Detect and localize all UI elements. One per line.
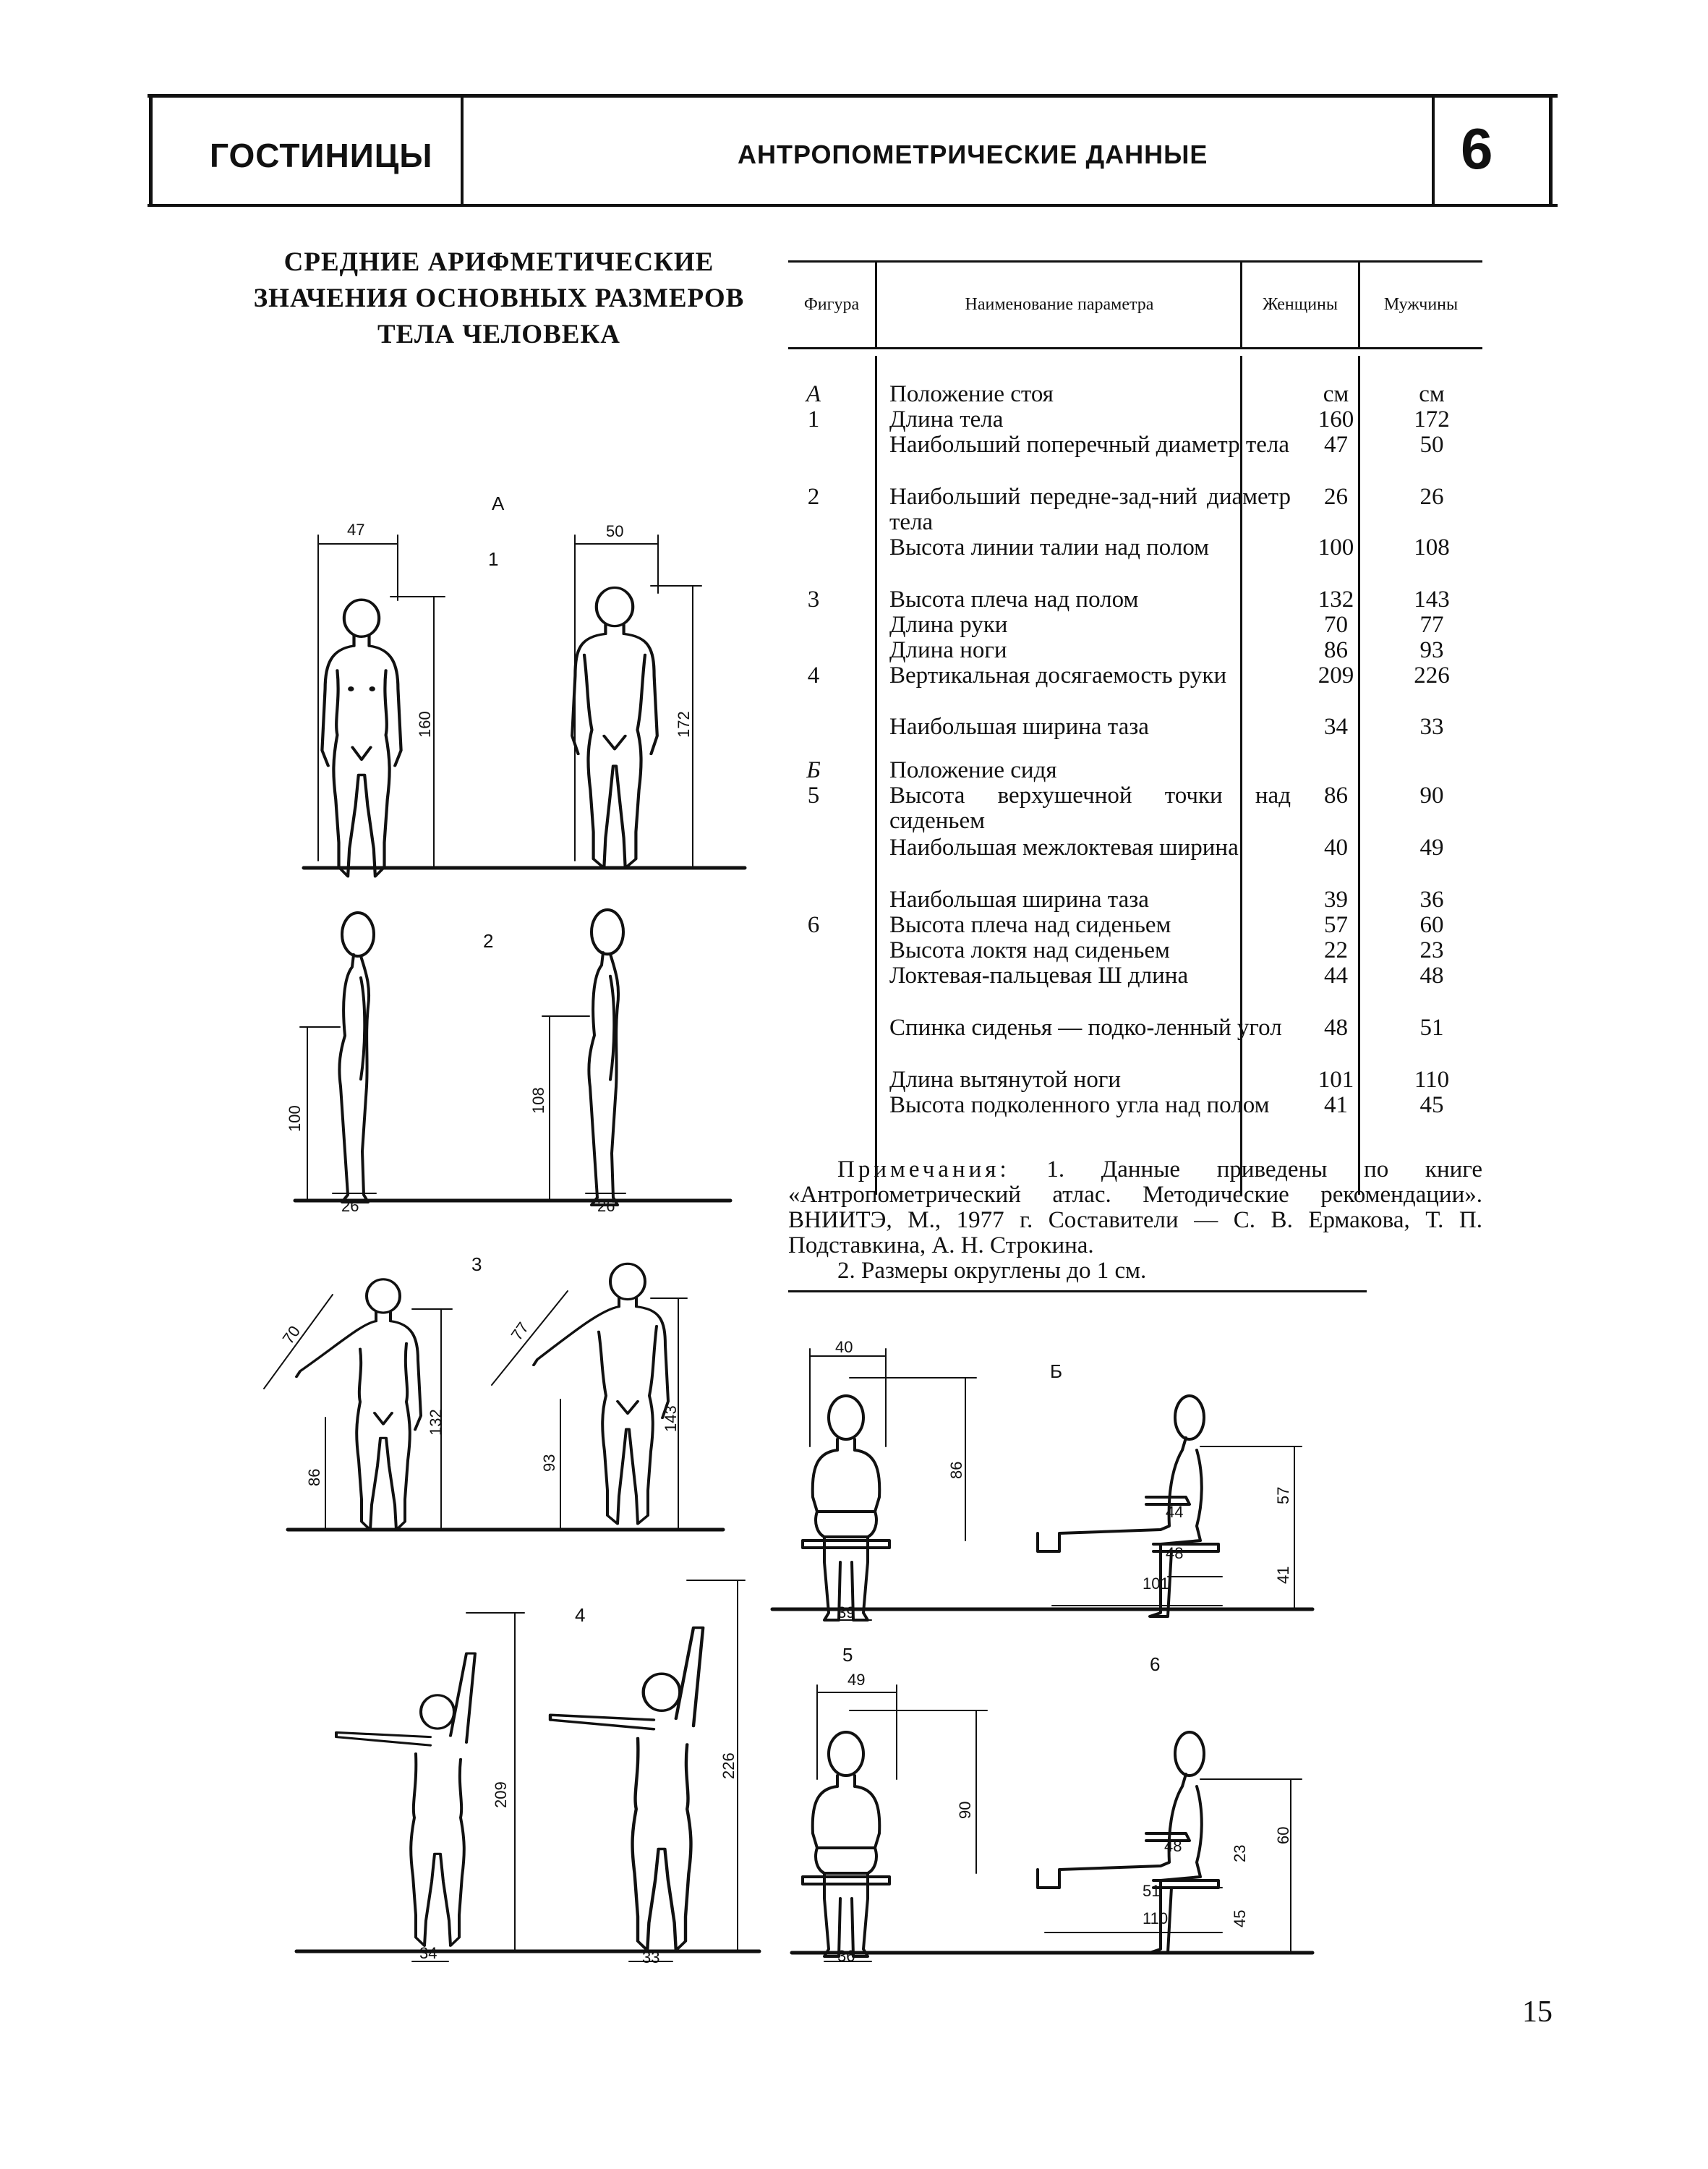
dim-f3-w-shoulder: 132 (427, 1409, 445, 1436)
cell-women: 86 (1324, 783, 1348, 809)
cell-women: 47 (1324, 432, 1348, 458)
cell-figure: 3 (807, 587, 820, 613)
dim-f4-m-pelvis: 33 (642, 1948, 660, 1966)
section-number: 6 (1461, 116, 1493, 181)
cell-men: 60 (1419, 912, 1444, 938)
dim-f1-w-height: 160 (416, 711, 434, 738)
dim-b-w-back: 48 (1166, 1544, 1184, 1562)
cell-women: 40 (1324, 835, 1348, 861)
dim-f2-w-waist: 100 (286, 1105, 304, 1132)
cell-women: 100 (1318, 534, 1354, 561)
cell-women: 39 (1324, 887, 1348, 913)
dim-f3-m-leg: 93 (540, 1454, 558, 1472)
label-fig-4: 4 (575, 1604, 586, 1626)
table-header-women: Женщины (1262, 295, 1338, 314)
cell-women: 41 (1324, 1092, 1348, 1118)
page-number: 15 (1522, 1995, 1553, 2029)
label-fig-6: 6 (1150, 1653, 1161, 1675)
cell-parameter: Спинка сиденья — подко-ленный угол (889, 1015, 1282, 1041)
cell-women: см (1323, 381, 1349, 407)
cell-parameter: Локтевая-пальцевая Ш длина (889, 963, 1189, 989)
dim-f1-w-width: 47 (347, 521, 365, 539)
dim-f4-m-reach: 226 (720, 1752, 738, 1779)
cell-men: 77 (1419, 612, 1444, 638)
cell-figure: А (806, 381, 821, 407)
label-fig-5: 5 (842, 1644, 853, 1666)
dim-b-m-forearm: 51 (1143, 1882, 1161, 1900)
label-group-a: А (492, 493, 505, 514)
cell-women: 22 (1324, 937, 1348, 963)
cell-women: 34 (1324, 714, 1348, 740)
label-fig-1: 1 (488, 548, 499, 570)
table-header-parameter: Наименование параметра (965, 295, 1154, 314)
dim-f3-m-shoulder: 143 (662, 1405, 680, 1432)
cell-parameter: Наибольшая ширина таза (889, 887, 1149, 913)
cell-men: см (1419, 381, 1445, 407)
dim-f2-m-waist: 108 (529, 1087, 547, 1114)
dim-f1-m-height: 172 (675, 711, 693, 738)
note-1-text: 1. Данные приведены по книге «Антропометрический атлас. Методические рекомендации». ВНИИТЭ, М., 1977 г. Составители — С. В. Ермакова, Т. П. Подставкина, А. Н. Строкина. (788, 1156, 1483, 1258)
dim-b-w-shoulder: 57 (1274, 1486, 1292, 1504)
label-group-b: Б (1050, 1360, 1063, 1382)
cell-men: 26 (1419, 484, 1444, 510)
dim-b-w-knee: 41 (1274, 1566, 1292, 1584)
cell-men: 50 (1419, 432, 1444, 458)
cell-women: 101 (1318, 1067, 1354, 1093)
dim-b-m-knee: 45 (1231, 1909, 1249, 1927)
cell-parameter: Высота локтя над сиденьем (889, 937, 1170, 963)
cell-men: 49 (1419, 835, 1444, 861)
cell-parameter: Положение стоя (889, 381, 1054, 407)
dim-b-w-leg: 101 (1143, 1574, 1169, 1593)
cell-figure: 6 (807, 912, 820, 938)
dim-b-w-elbow: 40 (835, 1338, 853, 1356)
dim-f3-w-arm: 70 (278, 1322, 304, 1347)
cell-men: 108 (1414, 534, 1450, 561)
dim-b-m-back: 48 (1164, 1837, 1182, 1855)
dim-f2-w-depth: 26 (341, 1197, 359, 1215)
dim-b-w-pelvis: 39 (837, 1603, 855, 1622)
note-2: 2. Размеры округлены до 1 см. (837, 1258, 1147, 1284)
cell-figure: 1 (807, 406, 820, 432)
cell-parameter: Наибольший передне-зад-ний диаметр тела (889, 484, 1291, 535)
cell-parameter: Длина ноги (889, 637, 1007, 663)
cell-men: 51 (1419, 1015, 1444, 1041)
dim-b-m-leg: 110 (1143, 1909, 1169, 1927)
table-header-men: Мужчины (1383, 295, 1459, 314)
dim-b-m-shoulder: 60 (1274, 1826, 1292, 1844)
dim-f3-m-arm: 77 (507, 1318, 533, 1344)
cell-parameter: Высота плеча над сиденьем (889, 912, 1171, 938)
dim-b-m-elbow: 49 (847, 1671, 866, 1689)
heading-line-2: ЗНАЧЕНИЯ ОСНОВНЫХ РАЗМЕРОВ (253, 284, 745, 313)
cell-figure: 4 (807, 662, 820, 689)
cell-men: 45 (1419, 1092, 1444, 1118)
cell-figure: 2 (807, 484, 820, 510)
cell-men: 110 (1414, 1067, 1450, 1093)
cell-women: 44 (1324, 963, 1348, 989)
dim-b-w-head: 86 (947, 1461, 965, 1479)
cell-women: 70 (1324, 612, 1348, 638)
label-fig-2: 2 (483, 930, 494, 952)
cell-women: 209 (1318, 662, 1354, 689)
section-title: АНТРОПОМЕТРИЧЕСКИЕ ДАННЫЕ (738, 140, 1208, 169)
cell-parameter: Положение сидя (889, 757, 1057, 783)
section-label: ГОСТИНИЦЫ (210, 137, 433, 174)
cell-parameter: Наибольший поперечный диаметр тела (889, 432, 1290, 458)
dim-f3-w-leg: 86 (305, 1468, 323, 1486)
cell-parameter: Наибольшая межлоктевая ширина (889, 835, 1239, 861)
dim-b-m-pelvis: 36 (837, 1947, 855, 1965)
cell-men: 90 (1419, 783, 1444, 809)
label-fig-3: 3 (471, 1253, 482, 1275)
cell-women: 57 (1324, 912, 1348, 938)
cell-women: 86 (1324, 637, 1348, 663)
cell-men: 36 (1419, 887, 1444, 913)
dim-f4-w-pelvis: 34 (419, 1944, 437, 1962)
cell-parameter: Высота подколенного угла над полом (889, 1092, 1270, 1118)
cell-parameter: Длина тела (889, 406, 1004, 432)
cell-parameter: Высота плеча над полом (889, 587, 1139, 613)
cell-men: 172 (1414, 406, 1450, 432)
cell-parameter: Длина вытянутой ноги (889, 1067, 1122, 1093)
cell-men: 226 (1414, 662, 1450, 689)
cell-parameter: Наибольшая ширина таза (889, 714, 1149, 740)
cell-figure: Б (806, 757, 821, 783)
dim-f1-m-width: 50 (606, 522, 624, 540)
table-header-figure: Фигура (803, 295, 860, 314)
notes-label: Примечания: (837, 1156, 1010, 1182)
cell-women: 160 (1318, 406, 1354, 432)
cell-parameter: Высота верхушечной точки над сиденьем (889, 783, 1291, 834)
dim-b-m-head: 90 (956, 1801, 974, 1819)
dim-f4-w-reach: 209 (492, 1781, 510, 1808)
cell-men: 33 (1419, 714, 1444, 740)
cell-men: 48 (1419, 963, 1444, 989)
cell-women: 132 (1318, 587, 1354, 613)
heading-line-3: ТЕЛА ЧЕЛОВЕКА (377, 320, 620, 349)
cell-men: 143 (1414, 587, 1450, 613)
cell-men: 23 (1419, 937, 1444, 963)
cell-parameter: Высота линии талии над полом (889, 534, 1210, 561)
dim-f2-m-depth: 26 (597, 1197, 615, 1215)
heading-line-1: СРЕДНИЕ АРИФМЕТИЧЕСКИЕ (283, 247, 714, 277)
dim-b-w-elbowh: 44 (1166, 1503, 1184, 1521)
cell-parameter: Вертикальная досягаемость руки (889, 662, 1227, 689)
cell-women: 26 (1324, 484, 1348, 510)
cell-figure: 5 (807, 783, 820, 809)
cell-women: 48 (1324, 1015, 1348, 1041)
cell-men: 93 (1419, 637, 1444, 663)
dim-b-m-elbowh: 23 (1231, 1844, 1249, 1862)
cell-parameter: Длина руки (889, 612, 1008, 638)
